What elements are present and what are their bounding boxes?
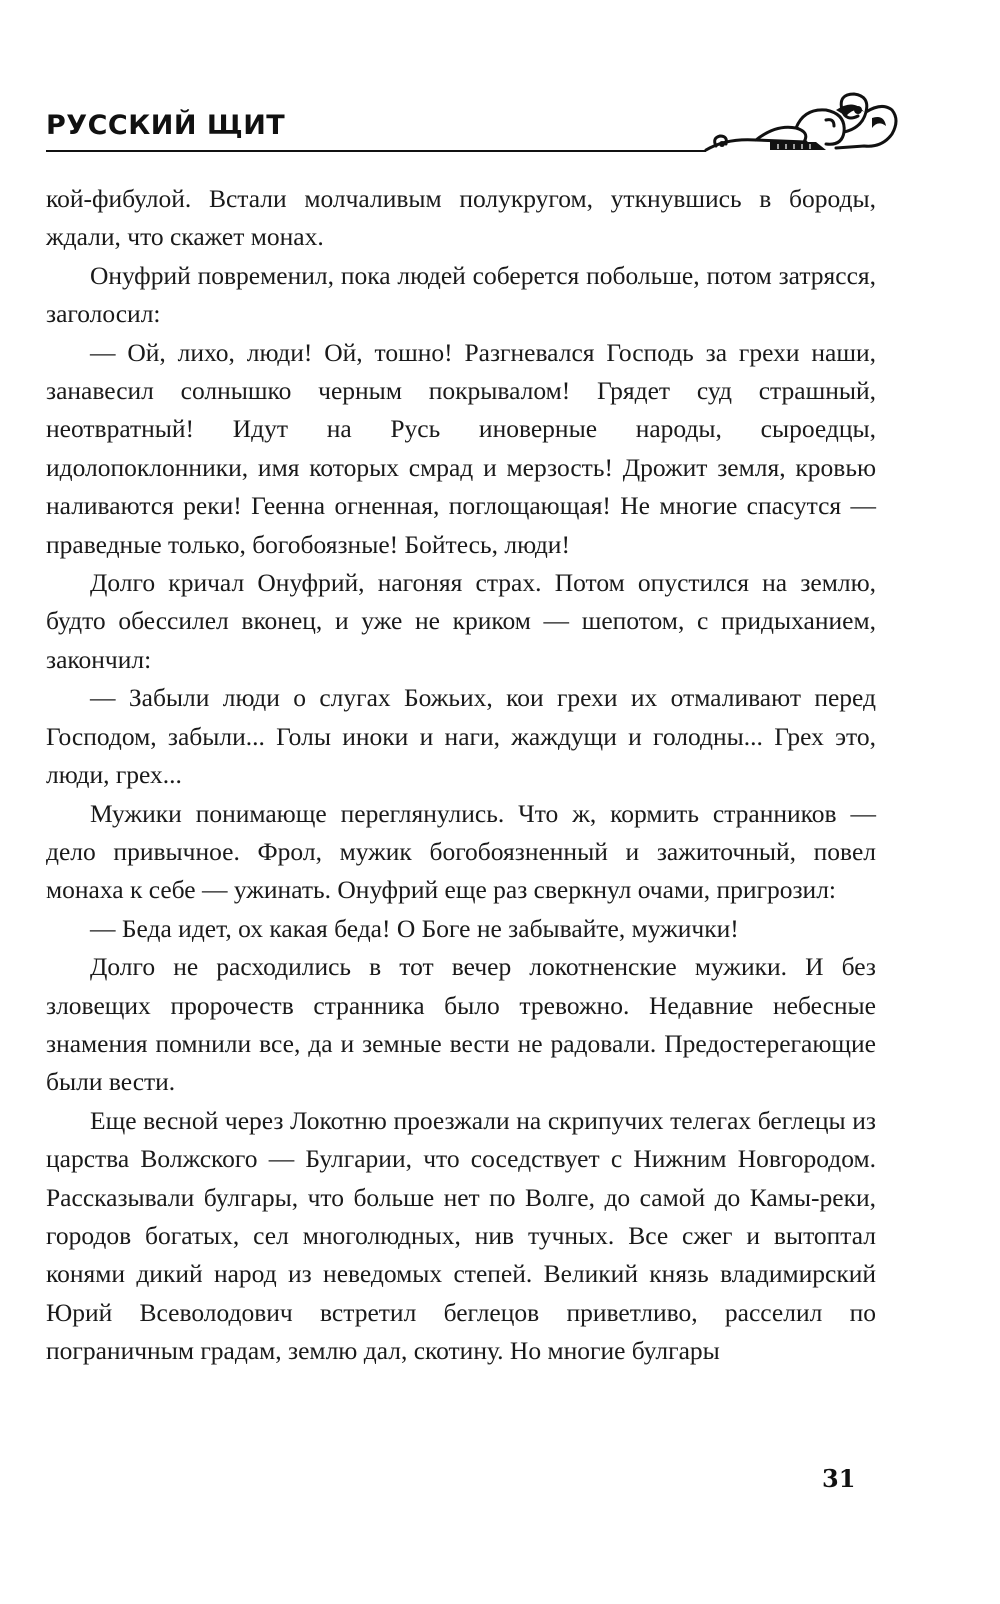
body-text	[46, 180, 876, 1371]
running-header-title: РУССКИЙ ЩИТ	[46, 110, 286, 141]
paragraph: — Забыли люди о слугах Божьих, кои грехи их отмаливают перед Господом, забыли... Голы иноки и наги, жаждущи и голодны... Грех это, люди, грех...	[46, 683, 876, 790]
header-rule	[46, 150, 706, 152]
paragraph: Мужики понимающе переглянулись. Что ж, кормить странников — дело привычное. Фрол, мужик богобоязненный и зажиточный, повел монаха к себе — ужинать. Онуфрий еще раз сверкнул очами, пригрозил:	[46, 798, 876, 905]
running-header	[46, 88, 876, 158]
paragraph: — Беда идет, ох какая беда! О Боге не забывайте, мужички!	[90, 913, 739, 943]
paragraph: Долго не расходились в тот вечер локотненские мужики. И без зловещих пророчеств странника было тревожно. Недавние небесные знамения помнили все, да и земные вести не радовали. Предостерегающие были вести.	[46, 952, 876, 1097]
paragraph: — Ой, лихо, люди! Ой, тошно! Разгневался Господь за грехи наши, занавесил солнышко черным покрывалом! Грядет суд страшный, неотвратный! Идут на Русь иноверные народы, сыроедцы, идолопоклонники, имя которых смрад и мерзость! Дрожит земля, кровью наливаются реки! Геенна огненная, поглощающая! Не многие спасутся — праведные только, богобоязные! Бойтесь, люди!	[46, 337, 876, 559]
paragraph: Онуфрий повременил, пока людей соберется побольше, потом затрясся, заголосил:	[46, 260, 876, 329]
paragraph: Долго кричал Онуфрий, нагоняя страх. Потом опустился на землю, будто обессилел вконец, и уже не криком — шепотом, с придыханием, закончил:	[46, 568, 876, 674]
page-number: 31	[822, 1464, 856, 1493]
paragraph: кой-фибулой. Встали молчаливым полукругом, уткнувшись в бороды, ждали, что скажет монах.	[46, 184, 876, 252]
ornamental-scroll-icon	[686, 88, 926, 160]
paragraph: Еще весной через Локотню проезжали на скрипучих телегах беглецы из царства Волжского — Булгарии, что соседствует с Нижним Новгородом. Рассказывали булгары, что больше нет по Волге, до самой до Камы-реки, городов богатых, сел многолюдных, нив тучных. Все сжег и вытоптал конями дикий народ из неведомых степей. Великий князь владимирский Юрий Всеволодович встретил беглецов приветливо, расселил по пограничным градам, землю дал, скотину. Но многие булгары	[46, 1105, 876, 1366]
